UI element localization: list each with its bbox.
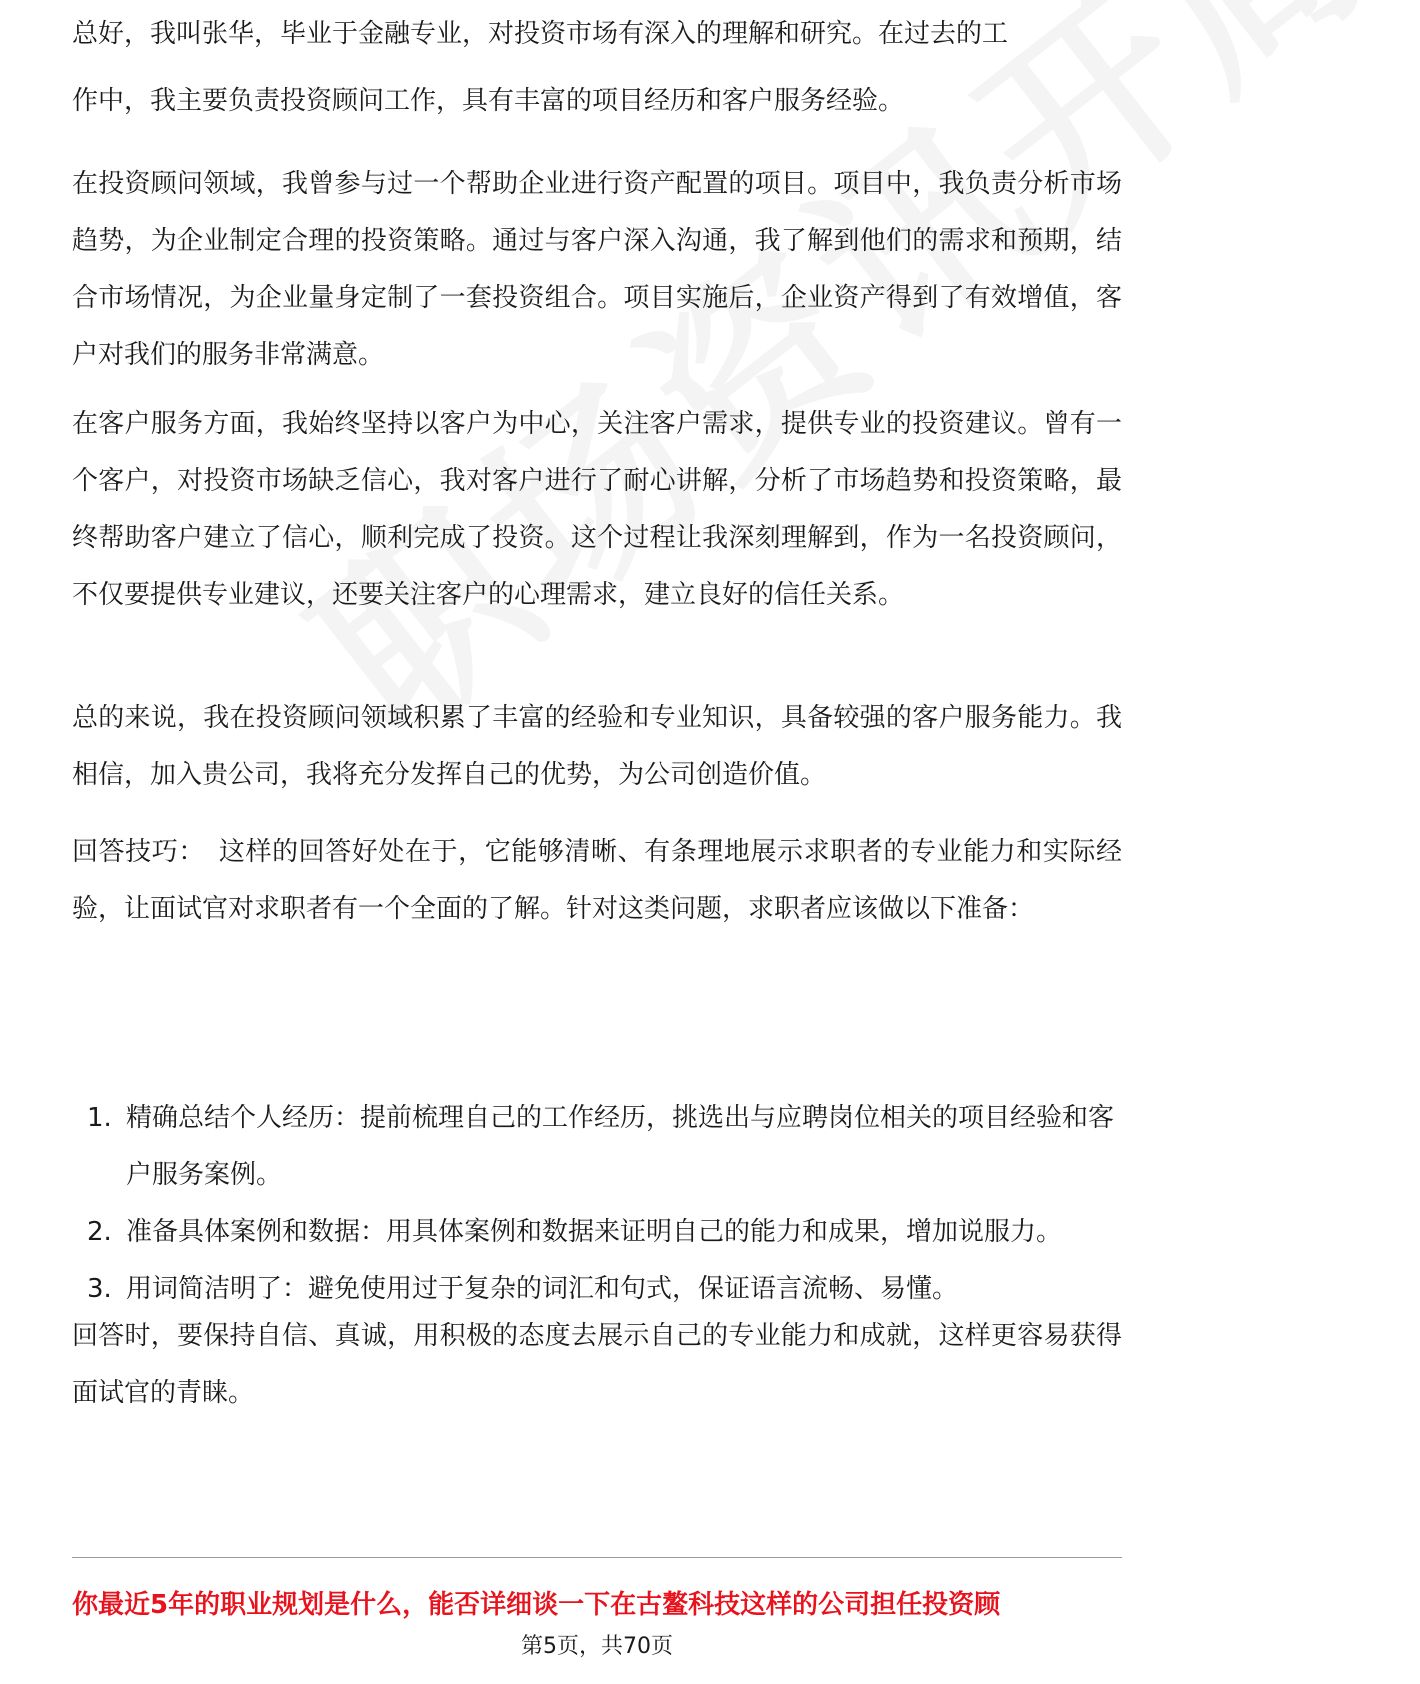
list-item-number: 2. bbox=[87, 1217, 112, 1247]
divider bbox=[72, 1557, 1122, 1558]
page-number: 第5页，共70页 bbox=[521, 1634, 673, 1659]
paragraph-answer-tips bbox=[72, 824, 1122, 938]
list-item-text: 精确总结个人经历：提前梳理自己的工作经历，挑选出与应聘岗位相关的项目经验和客户服务案例。 bbox=[126, 1103, 1115, 1190]
preparation-list bbox=[72, 1090, 1122, 1318]
list-item bbox=[72, 1090, 1122, 1204]
list-item-text: 用词简洁明了：避免使用过于复杂的词汇和句式，保证语言流畅、易懂。 bbox=[126, 1274, 959, 1304]
answer-tips-text: 这样的回答好处在于，它能够清晰、有条理地展示求职者的专业能力和实际经验，让面试官对求职者有一个全面的了解。针对这类问题，求职者应该做以下准备： bbox=[72, 837, 1122, 924]
paragraph-summary: 总的来说，我在投资顾问领域积累了丰富的经验和专业知识，具备较强的客户服务能力。我相信，加入贵公司，我将充分发挥自己的优势，为公司创造价值。 bbox=[72, 703, 1122, 790]
document-page bbox=[72, 0, 1122, 1684]
list-item bbox=[72, 1204, 1122, 1261]
list-item-number: 1. bbox=[87, 1103, 112, 1133]
list-item-number: 3. bbox=[87, 1274, 112, 1304]
answer-tips-label: 回答技巧： bbox=[72, 837, 205, 867]
paragraph-client-service: 在客户服务方面，我始终坚持以客户为中心，关注客户需求，提供专业的投资建议。曾有一个客户，对投资市场缺乏信心，我对客户进行了耐心讲解，分析了市场趋势和投资策略，最终帮助客户建立了信心，顺利完成了投资。这个过程让我深刻理解到，作为一名投资顾问，不仅要提供专业建议，还要关注客户的心理需求，建立良好的信任关系。 bbox=[72, 409, 1122, 610]
paragraph-closing: 回答时，要保持自信、真诚，用积极的态度去展示自己的专业能力和成就，这样更容易获得面试官的青睐。 bbox=[72, 1321, 1122, 1408]
list-item-text: 准备具体案例和数据：用具体案例和数据来证明自己的能力和成果，增加说服力。 bbox=[126, 1217, 1063, 1247]
paragraph-project-experience: 在投资顾问领域，我曾参与过一个帮助企业进行资产配置的项目。项目中，我负责分析市场趋势，为企业制定合理的投资策略。通过与客户深入沟通，我了解到他们的需求和预期，结合市场情况，为企业量身定制了一套投资组合。项目实施后，企业资产得到了有效增值，客户对我们的服务非常满意。 bbox=[72, 169, 1122, 370]
paragraph-intro-end: 作中，我主要负责投资顾问工作，具有丰富的项目经历和客户服务经验。 bbox=[72, 86, 905, 116]
cut-off-text-line: 总好，我叫张华，毕业于金融专业，对投资市场有深入的理解和研究。在过去的工 bbox=[72, 19, 1009, 49]
next-question-heading: 你最近5年的职业规划是什么，能否详细谈一下在古鳌科技这样的公司担任投资顾 bbox=[72, 1590, 1001, 1620]
